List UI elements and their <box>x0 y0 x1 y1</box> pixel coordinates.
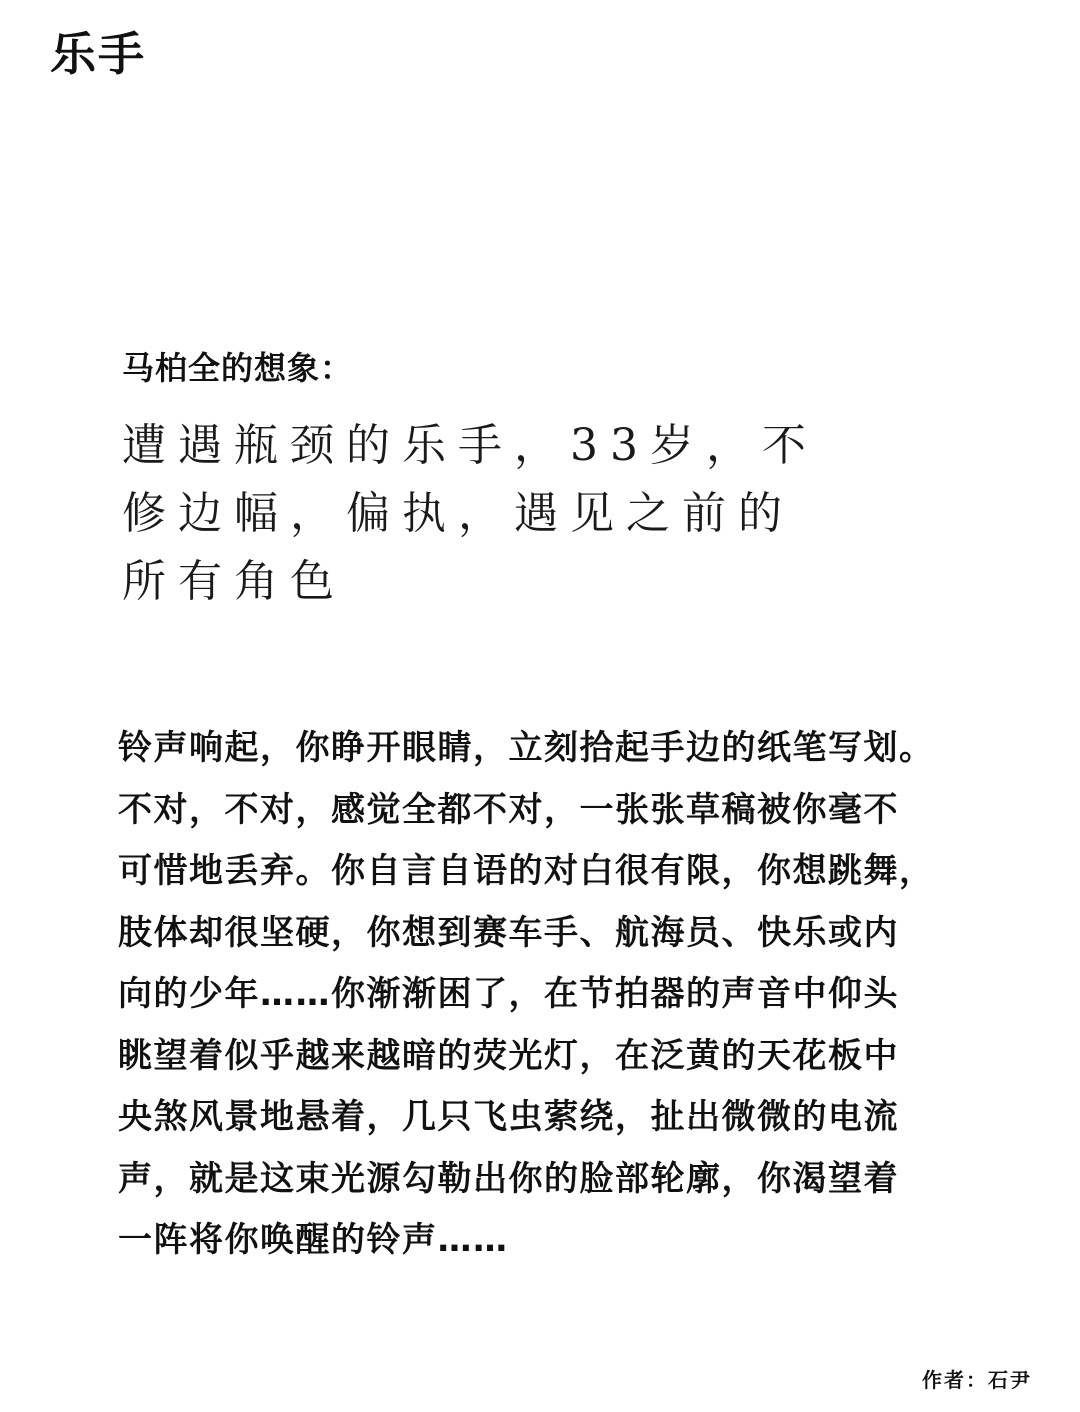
story-line: 可惜地丢弃。你自言自语的对白很有限，你想跳舞， <box>118 851 935 891</box>
handwritten-note <box>122 412 842 616</box>
handwritten-note-line: 修边幅，偏执，遇见之前的 <box>122 488 794 539</box>
handwritten-note-line: 所有角色 <box>122 556 346 607</box>
story-line: 一阵将你唤醒的铃声…… <box>118 1220 509 1260</box>
author-credit: 作者：石尹 <box>922 1368 1032 1392</box>
handwritten-note-line: 遭遇瓶颈的乐手，33岁，不 <box>122 420 818 471</box>
story-line: 眺望着似乎越来越暗的荧光灯，在泛黄的天花板中 <box>118 1035 899 1076</box>
story-paragraph <box>118 718 978 1272</box>
story-line: 肢体却很坚硬，你想到赛车手、航海员、快乐或内 <box>118 912 899 953</box>
imagination-label: 马柏全的想象： <box>122 349 354 387</box>
story-line: 铃声响起，你睁开眼睛，立刻拾起手边的纸笔写划。 <box>118 728 935 768</box>
story-line: 不对，不对，感觉全都不对，一张张草稿被你毫不 <box>118 789 899 830</box>
story-line: 声，就是这束光源勾勒出你的脸部轮廓，你渴望着 <box>118 1158 899 1199</box>
story-line: 向的少年……你渐渐困了，在节拍器的声音中仰头 <box>118 974 899 1014</box>
page-title: 乐手 <box>50 27 146 81</box>
story-line: 央煞风景地悬着，几只飞虫萦绕，扯出微微的电流 <box>118 1097 899 1137</box>
